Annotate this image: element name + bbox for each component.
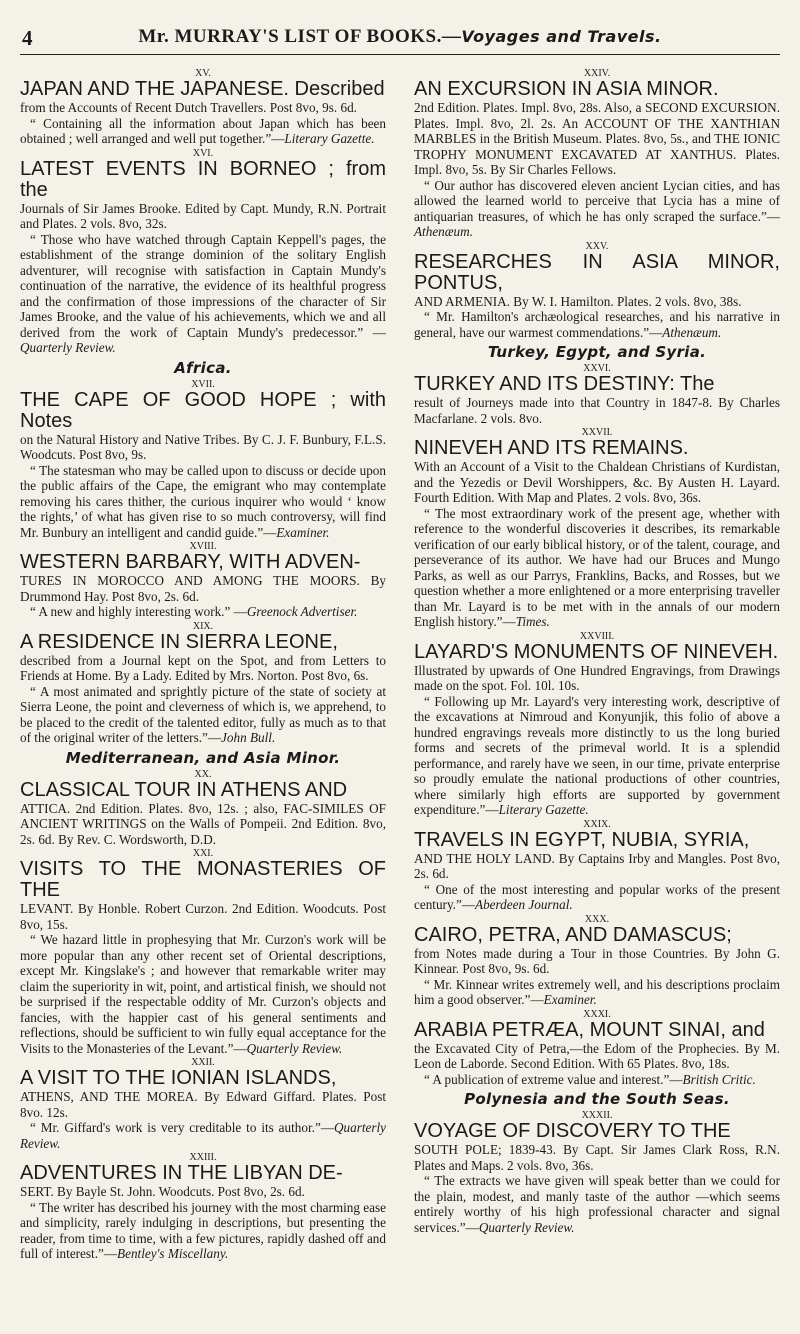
book-entry (414, 819, 780, 913)
entry-number: XXVI. (583, 363, 611, 374)
section-heading: Mediterranean, and Asia Minor. (65, 748, 341, 767)
entry-details: result of Journeys made into that Country in 1847-8. By Charles Macfarlane. 2 vols. 8vo. (414, 395, 780, 426)
entry-number: XXX. (584, 913, 610, 925)
book-entry (20, 68, 386, 147)
review-text: “ Mr. Hamilton's archæological researches, and his narrative in general, have our warmest commendations.”— (414, 309, 780, 340)
review-text: “ The most extraordinary work of the present age, whether with reference to the wonderful discoveries it describes, its remarkable verification of our early biblical history, or of the talent, courage, and perseverance of its author. We have had our Bruces and Mungo Parks, as well as our Parrys, Franklins, Backs, and Rosses, but we question whether a more enlightened or a more enterprising traveller than Mr. Layard is to be met with in the annals of our modern English history.”— (414, 505, 780, 629)
entry-title: LAYARD'S MONUMENTS OF NINEVEH. (414, 640, 779, 663)
book-entry (20, 379, 386, 541)
review-text: “ Our author has discovered eleven ancient Lycian cities, and has allowed the learned world to perceive that Lycia has a mine of antiquarian treasures, of which he has only scraped the surface.”— (414, 177, 780, 224)
review-quote (20, 684, 386, 746)
entry-number: XXIV. (583, 68, 611, 79)
book-entry (20, 848, 386, 1056)
review-source: Quarterly Review. (20, 1120, 386, 1151)
entry-details: Journals of Sir James Brooke. Edited by Capt. Mundy, R.N. Portrait and Plates. 2 vols. 8vo, 32s. (20, 200, 386, 231)
entry-number: XXIX. (583, 818, 611, 830)
review-source: Examiner. (276, 524, 330, 540)
entry-title: LATEST EVENTS IN BORNEO ; from the (20, 157, 386, 201)
review-quote (414, 1173, 780, 1235)
entry-title: ADVENTURES IN THE LIBYAN DE- (20, 1162, 343, 1184)
book-entry (414, 68, 780, 240)
review-quote (414, 506, 780, 630)
review-quote (414, 1072, 780, 1088)
entry-title: JAPAN AND THE JAPANESE. Described (20, 78, 385, 100)
section-heading: Africa. (174, 358, 232, 377)
book-entry (414, 1110, 780, 1235)
review-source: Aberdeen Journal. (475, 897, 573, 912)
book-entry (20, 1057, 386, 1151)
review-text: “ The statesman who may be called upon to discuss or decide upon the public affairs of the Cape, the emigrant who may contemplate removing his cares thither, the curious inquirer who would ‘ know the rights,’ of what has given rise to so much controversy, will find Mr. Bunbury an intelligent and candid guide.”— (20, 462, 386, 540)
page-title-sub: Voyages and Travels. (461, 27, 662, 46)
entry-title: VOYAGE OF DISCOVERY TO THE (414, 1120, 731, 1142)
review-quote (414, 178, 780, 240)
review-source: Greenock Advertiser. (246, 604, 358, 619)
entry-title: A RESIDENCE IN SIERRA LEONE, (20, 630, 338, 653)
review-source: Times. (515, 614, 550, 629)
review-text: “ Following up Mr. Layard's very interesting work, descriptive of the excavations at Nimroud and Konyunjik, this folio of above a hundred engravings reveals more distinctly to us the long buried forms and secrets of the primeval world. It is a splendid performance, and rarely have we seen, in our time, private enterprise so proudly emulate the national productions of other countries, where similarly high efforts are supported by government expenditure.”— (414, 693, 780, 817)
review-quote (20, 604, 386, 620)
entry-details: 2nd Edition. Plates. Impl. 8vo, 28s. Also, a SECOND EXCURSION. Plates. Impl. 8vo, 2l. 2s. An ACCOUNT OF THE XANTHIAN MARBLES in the British Museum. Plates. 8vo, 5s., and THE IONIC TROPHY MONUMENT EXCAVATED AT XANTHUS. Plates. Impl. 8vo, 5s. By Sir Charles Fellows. (414, 100, 780, 177)
review-quote (20, 463, 386, 541)
entry-details: ATHENS, AND THE MOREA. By Edward Giffard. Plates. Post 8vo. 12s. (20, 1089, 386, 1120)
review-quote (20, 232, 386, 356)
entry-number: XXXI. (583, 1008, 611, 1020)
review-source: Bentley's Miscellany. (117, 1246, 229, 1261)
entry-number: XVI. (192, 147, 214, 159)
entry-number: XVII. (191, 378, 215, 390)
page-title-main: Mr. MURRAY'S LIST OF BOOKS.— (138, 26, 462, 47)
book-entry (20, 148, 386, 356)
review-source: Examiner. (543, 992, 597, 1007)
entry-number: XXVIII. (579, 630, 615, 642)
review-quote (20, 1200, 386, 1262)
entry-details: SERT. By Bayle St. John. Woodcuts. Post 8vo, 2s. 6d. (20, 1184, 305, 1199)
book-entry (414, 1009, 780, 1088)
review-source: John Bull. (221, 730, 276, 745)
review-source: Literary Gazette. (498, 802, 589, 817)
entry-number: XX. (194, 768, 212, 780)
right-column (414, 68, 780, 1263)
review-text: “ We hazard little in prophesying that Mr. Curzon's work will be more popular than any other recent set of Oriental descriptions, except Mr. Kingslake's ; and however that remarkable writer may claim the superiority in wit, point, and artistical finish, we should not be surprised if the respectable oddity of Mr. Curzon's objects and fancies, with the happier cast of his general sentiments and reflections, should be sufficient to win fully equal acceptance for the Visits to the Monasteries of the Levant.”— (20, 932, 386, 1056)
entry-details: described from a Journal kept on the Spot, and from Letters to Friends at Home. By a Lady. Edited by Mrs. Norton. Post 8vo, 6s. (20, 652, 386, 683)
section-heading: Turkey, Egypt, and Syria. (487, 343, 707, 361)
entry-number: XVIII. (189, 541, 217, 552)
review-quote (414, 977, 780, 1008)
review-source: Literary Gazette. (284, 131, 375, 146)
book-entry (20, 541, 386, 620)
review-source: Quarterly Review. (20, 340, 116, 355)
entry-title: TURKEY AND ITS DESTINY: The (414, 373, 715, 395)
book-entry (414, 363, 780, 426)
review-text: “ A new and highly interesting work.” — (30, 604, 247, 619)
review-text: “ Containing all the information about Japan which has been obtained ; well arranged and well put together.”— (20, 115, 386, 146)
entry-number: XV. (195, 68, 211, 79)
book-entry (414, 914, 780, 1008)
review-text: “ One of the most interesting and popular works of the present century.”— (414, 881, 780, 912)
entry-number: XXI. (192, 848, 214, 859)
review-text: “ Mr. Kinnear writes extremely well, and his descriptions proclaim him a good observer.”— (414, 976, 780, 1007)
review-quote (414, 694, 780, 818)
book-entry (20, 621, 386, 746)
entry-details: SOUTH POLE; 1839-43. By Capt. Sir James Clark Ross, R.N. Plates and Maps. 2 vols. 8vo, 36s. (414, 1142, 780, 1173)
entry-title: AN EXCURSION IN ASIA MINOR. (414, 78, 719, 100)
review-source: Quarterly Review. (478, 1219, 575, 1235)
entry-number: XXII. (191, 1057, 215, 1068)
entry-details: on the Natural History and Native Tribes. By C. J. F. Bunbury, F.L.S. Woodcuts. Post 8vo, 9s. (20, 431, 386, 462)
review-quote (414, 882, 780, 913)
review-text: “ The writer has described his journey with the most charming ease and simplicity, rarely indulging in descriptions, but presenting the reader, from time to time, with a few pictures, rapidly dashed off and full of interest.”— (20, 1199, 386, 1261)
entry-title: CAIRO, PETRA, AND DAMASCUS; (414, 923, 732, 946)
review-text: “ Those who have watched through Captain Keppell's pages, the establishment of the strange dominion of the solitary English adventurer, will recognise with satisfaction in Captain Mundy's continuation of the narrative, the evidence of its healthful progress and the confirmation of those impressions of the character of Sir James Brooke, and the value of his achievements, which we and all derived from the work of Captain Mundy's predecessor.” — (20, 231, 386, 340)
book-entry (414, 427, 780, 630)
entry-number: XXXII. (581, 1110, 613, 1121)
entry-title: CLASSICAL TOUR IN ATHENS AND (20, 778, 348, 801)
entry-number: XXVII. (581, 427, 613, 438)
page-title (20, 26, 780, 48)
catalog-page (20, 14, 780, 1324)
page-number: 4 (22, 26, 33, 50)
entry-title: A VISIT TO THE IONIAN ISLANDS, (20, 1067, 337, 1089)
book-entry (414, 241, 780, 341)
entry-details: from Notes made during a Tour in those Countries. By John G. Kinnear. Post 8vo, 9s. 6d. (414, 945, 780, 976)
review-quote (20, 932, 386, 1056)
review-quote (20, 1120, 386, 1151)
entry-title: THE CAPE OF GOOD HOPE ; with Notes (20, 388, 386, 432)
entry-details: ATTICA. 2nd Edition. Plates. 8vo, 12s. ; also, FAC-SIMILES OF ANCIENT WRITINGS on the Walls of Pompeii. 2nd Edition. 8vo, 2s. 6d. By Rev. C. Wordsworth, D.D. (20, 800, 386, 847)
entry-title: ARABIA PETRÆA, MOUNT SINAI, and (414, 1018, 765, 1041)
book-entry (414, 631, 780, 818)
entry-details: AND THE HOLY LAND. By Captains Irby and Mangles. Post 8vo, 2s. 6d. (414, 850, 780, 881)
entry-title: VISITS TO THE MONASTERIES OF THE (20, 858, 386, 901)
review-source: Quarterly Review. (246, 1040, 343, 1056)
review-text: “ Mr. Giffard's work is very creditable to its author.”— (30, 1120, 334, 1135)
entry-details: from the Accounts of Recent Dutch Travellers. Post 8vo, 9s. 6d. (20, 100, 357, 115)
review-quote (414, 309, 780, 340)
entry-title: WESTERN BARBARY, WITH ADVEN- (20, 551, 361, 573)
columns (20, 68, 780, 1263)
entry-details: AND ARMENIA. By W. I. Hamilton. Plates. 2 vols. 8vo, 38s. (414, 293, 742, 309)
entry-number: XIX. (192, 620, 214, 632)
book-entry (20, 769, 386, 848)
entry-details: Illustrated by upwards of One Hundred Engravings, from Drawings made on the spot. Fol. 10l. 10s. (414, 662, 780, 693)
entry-details: TURES IN MOROCCO AND AMONG THE MOORS. By Drummond Hay. Post 8vo, 2s. 6d. (20, 573, 386, 604)
review-source: Athenæum. (414, 224, 473, 239)
entry-details: With an Account of a Visit to the Chaldean Christians of Kurdistan, and the Yezedis or Devil Worshippers, &c. By Austen H. Layard. Fourth Edition. With Map and Plates. 2 vols. 8vo, 36s. (414, 459, 780, 505)
entry-number: XXIII. (189, 1152, 217, 1163)
entry-details: LEVANT. By Honble. Robert Curzon. 2nd Edition. Woodcuts. Post 8vo, 15s. (20, 901, 386, 932)
page-header (20, 14, 780, 55)
left-column (20, 68, 386, 1263)
entry-number: XXV. (585, 240, 609, 252)
section-heading: Polynesia and the South Seas. (464, 1090, 730, 1108)
review-text: “ A publication of extreme value and interest.”— (424, 1071, 683, 1087)
book-entry (20, 1152, 386, 1262)
review-text: “ The extracts we have given will speak better than we could for the plain, modest, and manly taste of the author —which seems entirely worthy of his high professional character and signal services.”— (414, 1173, 780, 1235)
entry-title: NINEVEH AND ITS REMAINS. (414, 437, 689, 459)
review-quote (20, 116, 386, 147)
entry-details: the Excavated City of Petra,—the Edom of the Prophecies. By M. Leon de Laborde. Second Edition. With 65 Plates. 8vo, 18s. (414, 1040, 780, 1071)
entry-title: RESEARCHES IN ASIA MINOR, PONTUS, (414, 250, 780, 294)
review-source: British Critic. (682, 1071, 756, 1087)
review-text: “ A most animated and sprightly picture of the state of society at Sierra Leone, the point and cleverness of which is, we apprehend, to be placed to the credit of the talented editor, fully as much as to that of the original writer of the letters.”— (20, 683, 386, 745)
review-source: Athenæum. (662, 324, 722, 340)
entry-title: TRAVELS IN EGYPT, NUBIA, SYRIA, (414, 828, 750, 851)
